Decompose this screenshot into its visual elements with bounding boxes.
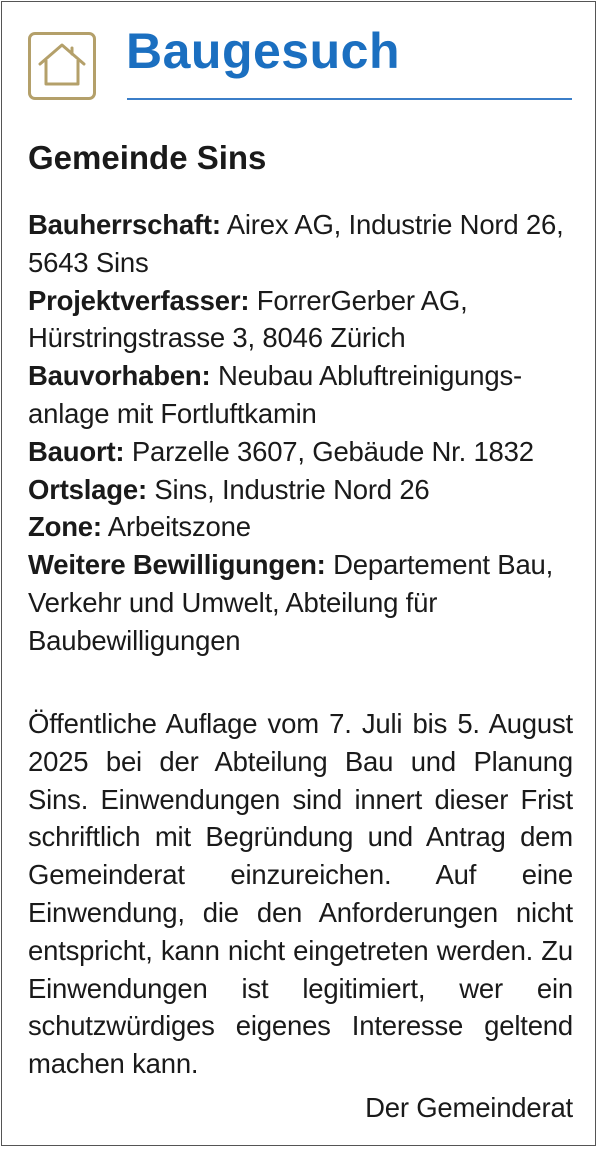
detail-value: Arbeitszone — [107, 511, 251, 543]
logo — [28, 32, 96, 100]
application-details — [28, 206, 573, 660]
title-divider — [127, 98, 572, 100]
detail-bauvorhaben — [28, 357, 573, 433]
detail-label: Bauvorhaben: — [28, 360, 211, 392]
detail-zone — [28, 508, 573, 546]
detail-bauherrschaft — [28, 206, 573, 282]
detail-label: Bauherrschaft: — [28, 209, 221, 240]
house-icon — [37, 40, 87, 92]
detail-bauort — [28, 433, 573, 471]
detail-value: Parzelle 3607, Gebäude Nr. 1832 — [131, 435, 534, 467]
detail-weitere-bewilligungen — [28, 546, 573, 659]
detail-value: Neubau Abluftreinigungs-anlage mit Fortluftkamin — [28, 360, 522, 429]
detail-label: Weitere Bewilligungen: — [28, 549, 326, 581]
signature: Der Gemeinderat — [365, 1092, 573, 1123]
detail-value: Sins, Industrie Nord 26 — [154, 473, 430, 505]
detail-projektverfasser — [28, 282, 573, 358]
detail-label: Ortslage: — [28, 473, 147, 505]
detail-ortslage — [28, 471, 573, 509]
detail-value: Airex AG, Industrie Nord 26, 5643 Sins — [28, 209, 564, 278]
detail-label: Bauort: — [28, 435, 125, 467]
detail-label: Zone: — [28, 511, 102, 543]
public-notice-paragraph: Öffentliche Auflage vom 7. Juli bis 5. August 2025 bei der Abteilung Bau und Planung Sins. Einwendungen sind innert dieser Frist schriftlich mit Begründung und Antrag dem Gemeinderat einzureichen. Auf eine Einwendung, die den Anforderungen nicht entspricht, kann nicht eingetreten werden. Zu Einwendungen ist legitimiert, wer ein schutzwürdiges eigenes Interesse geltend machen kann. — [28, 708, 573, 1080]
page-title: Baugesuch — [126, 23, 401, 79]
municipality-heading: Gemeinde Sins — [28, 139, 267, 176]
detail-label: Projektverfasser: — [28, 284, 250, 316]
detail-value: ForrerGerber AG, Hürstringstrasse 3, 8046 Zürich — [28, 284, 468, 354]
detail-value: Departement Bau, Verkehr und Umwelt, Abteilung für Baubewilligungen — [28, 549, 554, 656]
